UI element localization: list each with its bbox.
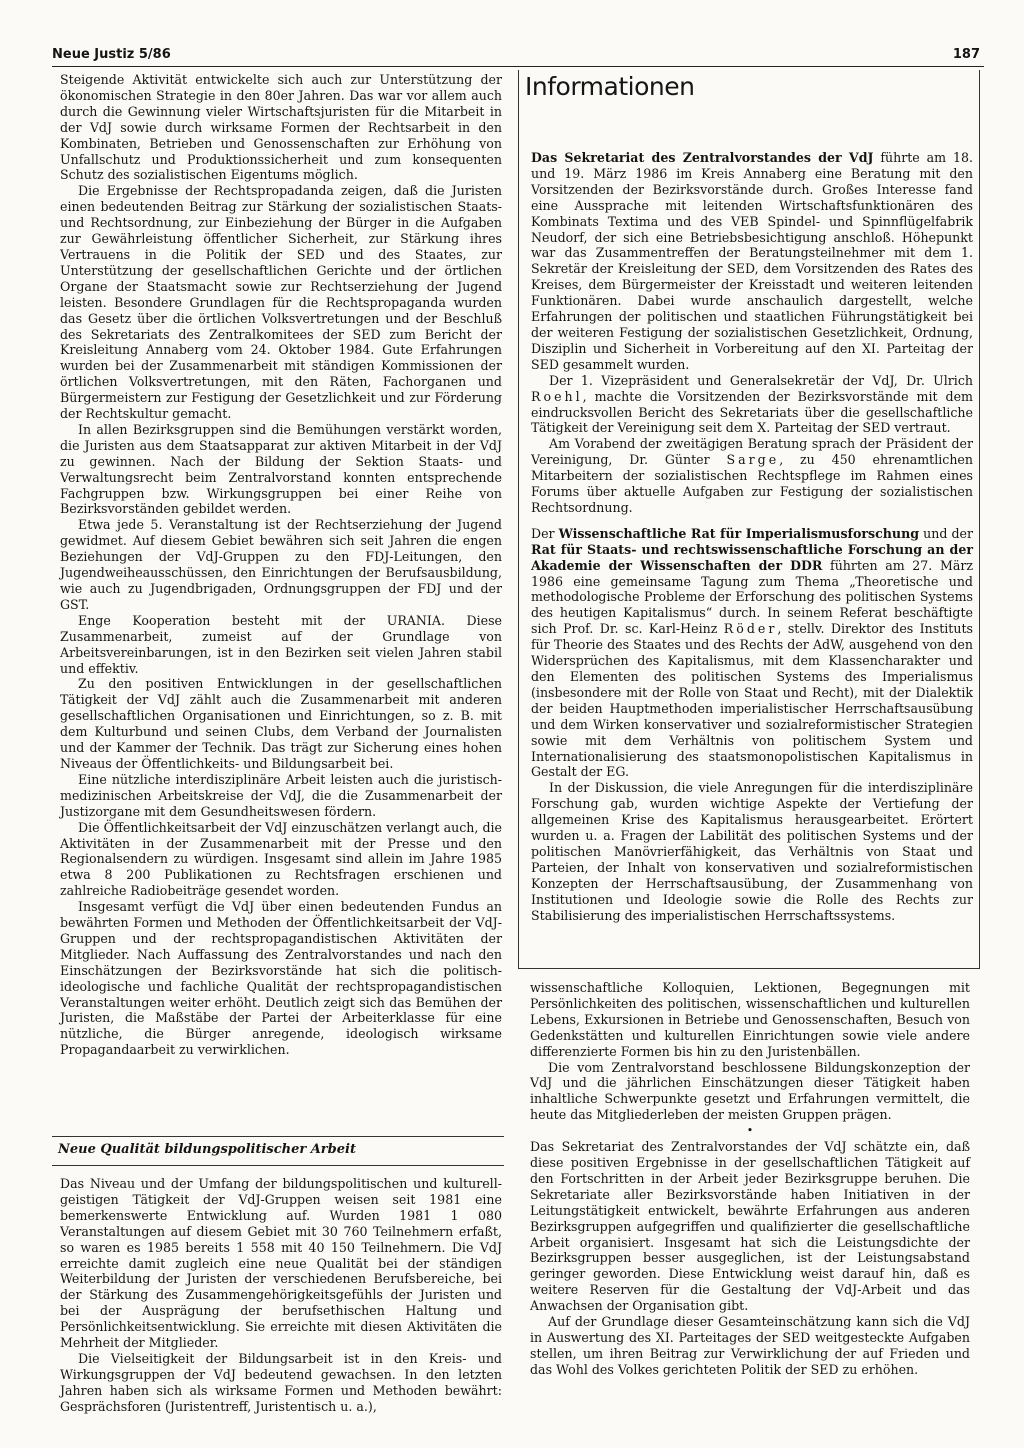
paragraph: Die vom Zentralvorstand beschlossene Bildungskonzeption der VdJ und die jährlichen Einschätzungen dieser Tätigkeit haben inhaltliche Schwerpunkte gesetzt und Erfahrungen vermittelt, die heute das Mitgliederleben der meisten Gruppen prägen. xyxy=(530,1059,970,1123)
running-header xyxy=(52,40,984,67)
informationen-box xyxy=(518,70,980,969)
person-name: Roehl xyxy=(531,388,583,404)
left-column xyxy=(60,72,502,1058)
info-text: führten am 27. März 1986 eine gemeinsame Tagung zum Thema „Theoretische und methodologische Probleme der Erforschung des politischen Systems des heutigen Kapitalismus“ durch. In seinem Referat beschäftigte sich Prof. Dr. sc. Karl-Heinz xyxy=(531,557,973,637)
section-title: Neue Qualität bildungspolitischer Arbeit xyxy=(58,1142,356,1157)
informationen-body xyxy=(531,150,973,924)
info-paragraph xyxy=(531,526,973,781)
info-text: , zu 450 ehrenamtlichen Mitarbeitern der sozialistischen Rechtspflege im Rahmen eines Forums über aktuelle Aufgaben zur Festigung der sozialistischen Rechtsordnung. xyxy=(531,452,973,515)
info-text: führte am 18. und 19. März 1986 im Kreis Annaberg eine Beratung mit den Vorsitzenden der Bezirksvorstände durch. Großes Interesse fand eine Aussprache mit leitenden Wirtschaftsfunktionären des Kombinats Textima und des VEB Spindel- und Spinnflügelfabrik Neudorf, der sich eine Betriebsbesichtigung anschloß. Höhepunkt war das Zusammentreffen der Beratungsteilnehmer mit dem 1. Sekretär der Kreisleitung der SED, dem Vorsitzenden des Rates des Kreises, dem Bürgermeister der Kreisstadt und weiteren leitenden Funktionären. Dabei wurde anschaulich dargestellt, welche Erfahrungen der politischen und staatlichen Führungstätigkeit bei der weiteren Festigung der sozialistischen Gesetzlichkeit, Ordnung, Disziplin und Sicherheit in Vorbereitung auf den XI. Parteitag der SED gesammelt wurden. xyxy=(531,150,973,372)
paragraph: Etwa jede 5. Veranstaltung ist der Rechtserziehung der Jugend gewidmet. Auf diesem Gebiet bewähren sich seit Jahren die engen Beziehungen der VdJ-Gruppen zu den FDJ-Leitungen, den Jugendweiheausschüssen, den Einrichtungen der Berufsausbildung, wie auch zu Jugendbrigaden, Ordnungsgruppen der FDJ und der GST. xyxy=(60,517,502,612)
person-name: Röder xyxy=(723,621,778,637)
paragraph: wissenschaftliche Kolloquien, Lektionen, Begegnungen mit Persönlichkeiten des politischen, wissenschaftlichen und kulturellen Lebens, Exkursionen in Betriebe und Genossenschaften, Besuch von Gedenkstätten und kulturellen Einrichtungen sowie viele andere differenzierte Formen bis hin zu den Juristenbällen. xyxy=(530,980,970,1059)
paragraph: Die Öffentlichkeitsarbeit der VdJ einzuschätzen verlangt auch, die Aktivitäten in der Zusammenarbeit mit der Presse und den Regionalsendern zu würdigen. Insgesamt sind allein im Jahre 1985 etwa 8 200 Publikationen zu Rechtsfragen erschienen und zahlreiche Radiobeiträge gesendet worden. xyxy=(60,819,502,899)
paragraph: Enge Kooperation besteht mit der URANIA. Diese Zusammenarbeit, zumeist auf der Grundlage von Arbeitsvereinbarungen, ist in den Bezirken seit vielen Jahren stabil und effektiv. xyxy=(60,612,502,676)
info-paragraph: In der Diskussion, die viele Anregungen für die interdisziplinäre Forschung gab, wurden wichtige Aspekte der Vertiefung der allgemeinen Krise des Kapitalismus herausgearbeitet. Erörtert wurden u. a. Fragen der Labilität des politischen Systems und der politischen Manövrierfähigkeit, das Verhältnis von Staat und Parteien, der Inhalt von konservativen und sozialreformistischen Konzepten der Herrschaftsausübung, der Zusammenhang von Institutionen und Ideologie sowie die Rolle des Rechts zur Stabilisierung des imperialistischen Herrschaftssystems. xyxy=(531,780,973,923)
paragraph: Das Niveau und der Umfang der bildungspolitischen und kulturell-geistigen Tätigkeit der VdJ-Gruppen weisen seit 1981 eine bemerkenswerte Entwicklung auf. Wurden 1981 1 080 Veranstaltungen auf diesem Gebiet mit 30 760 Teilnehmern erfaßt, so waren es 1985 bereits 1 558 mit 40 150 Teilnehmern. Die VdJ erreichte damit zugleich eine neue Qualität bei der ständigen Weiterbildung der Juristen der verschiedenen Berufsbereiche, bei der Stärkung des Zusammengehörigkeitsgefühls der Juristen und bei der Ausprägung der berufsethischen Haltung und Persönlichkeitsentwicklung. Sie erreichte mit diesen Aktivitäten die Mehrheit der Mitglieder. xyxy=(60,1176,502,1351)
info-text: Am Vorabend der zweitägigen Beratung sprach der Präsident der Vereinigung, Dr. Günter xyxy=(531,436,973,468)
info-text: , stellv. Direktor des Instituts für Theorie des Staates und des Rechts der AdW, ausgehend von den Widersprüchen des Kapitalismus, mit dem Klassencharakter und den Elementen des politischen Systems des Imperialismus (insbesondere mit der Rolle von Staat und Recht), mit der Dialektik der beiden Hauptmethoden imperialistischer Herrschaftsausübung und dem Wirken konservativer und sozialreformistischer Strategien sowie mit dem Verhältnis von politischem System und Internationalisierung des staatsmonopolistischen Kapitalismus in Gestalt der EG. xyxy=(531,621,973,780)
journal-issue: Neue Justiz 5/86 xyxy=(52,47,171,62)
info-bold: Rat für Staats- und rechtswissenschaftliche Forschung an der Akademie der Wissenschaften der DDR xyxy=(531,541,973,573)
paragraph: Insgesamt verfügt die VdJ über einen bedeutenden Fundus an bewährten Formen und Methoden der Öffentlichkeitsarbeit der VdJ-Gruppen und der rechtspropagandistischen Aktivitäten der Mitglieder. Nach Auffassung des Zentralvorstandes und nach den Einschätzungen der Bezirksvorstände hat sich die politisch-ideologische und fachliche Qualität der rechtspropagandistischen Veranstaltungen weiter erhöht. Deutlich zeigt sich das Bemühen der Juristen, die Maßstäbe der Partei der Arbeiterklasse für eine nützliche, die Bürger anregende, ideologisch wirksame Propagandaarbeit zu verwirklichen. xyxy=(60,899,502,1058)
section-heading-box xyxy=(52,1136,504,1166)
info-bold: Wissenschaftliche Rat für Imperialismusforschung xyxy=(558,525,920,541)
info-paragraph xyxy=(531,150,973,373)
right-column xyxy=(530,980,970,1378)
info-text: und der xyxy=(919,525,973,541)
paragraph: In allen Bezirksgruppen sind die Bemühungen verstärkt worden, die Juristen aus dem Staatsapparat zur aktiven Mitarbeit in der VdJ zu gewinnen. Nach der Bildung der Sektion Staats- und Verwaltungsrecht beim Zentralvorstand konnten entsprechende Fachgruppen bzw. Wirkungsgruppen bei einer Reihe von Bezirksvorständen gebildet werden. xyxy=(60,421,502,517)
info-paragraph xyxy=(531,436,973,516)
left-column-lower xyxy=(60,1176,502,1415)
person-name: Sarge xyxy=(726,452,780,468)
info-paragraph xyxy=(531,373,973,437)
separator-dot: • xyxy=(746,1124,754,1138)
info-text: Der xyxy=(531,525,559,541)
paragraph: Steigende Aktivität entwickelte sich auch zur Unterstützung der ökonomischen Strategie in den 80er Jahren. Das war vor allem auch durch die Gewinnung vieler Wirtschaftsjuristen für die Mitarbeit in der VdJ sowie durch wirksame Formen der Rechtsarbeit in den Kombinaten, Betrieben und Genossenschaften zur Erhöhung von Unfallschutz und Produktionssicherheit und zum konsequenten Schutz des sozialistischen Eigentums möglich. xyxy=(60,72,502,183)
paragraph: Die Vielseitigkeit der Bildungsarbeit ist in den Kreis- und Wirkungsgruppen der VdJ bedeutend gewachsen. In den letzten Jahren haben sich als wirksame Formen und Methoden bewährt: Gesprächsforen (Juristentreff, Juristentisch u. a.), xyxy=(60,1350,502,1414)
paragraph: Die Ergebnisse der Rechtspropadanda zeigen, daß die Juristen einen bedeutenden Beitrag zur Stärkung der sozialistischen Staats- und Rechtsordnung, zur Einbeziehung der Bürger in die Aufgaben zur Gewährleistung öffentlicher Sicherheit, zur Stärkung ihres Vertrauens in die Politik der SED und des Staates, zur Unterstützung der gesellschaftlichen Gerichte und der örtlichen Organe der Staatsmacht sowie zur Rechtserziehung der Jugend leisten. Besondere Grundlagen für die Rechtspropaganda wurden das Gesetz über die örtlichen Volksvertretungen und der Beschluß des Sekretariats des Zentralkomitees der SED zum Bericht der Kreisleitung Annaberg vom 24. Oktober 1984. Gute Erfahrungen wurden bei der Zusammenarbeit mit ständigen Kommissionen der örtlichen Volksvertretungen, mit den Räten, Fachorganen und Bürgermeistern zur Festigung der Gesetzlichkeit und zur Förderung der Rechtskultur gemacht. xyxy=(60,183,502,422)
paragraph: Zu den positiven Entwicklungen in der gesellschaftlichen Tätigkeit der VdJ zählt auch die Zusammenarbeit mit anderen gesellschaftlichen Organisationen und Einrichtungen, so z. B. mit dem Kulturbund und seinen Clubs, dem Verband der Journalisten und der Kammer der Technik. Das trägt zur Sicherung eines hohen Niveaus der Öffentlichkeits- und Bildungsarbeit bei. xyxy=(60,676,502,771)
informationen-title: Informationen xyxy=(525,72,695,101)
paragraph: Auf der Grundlage dieser Gesamteinschätzung kann sich die VdJ in Auswertung des XI. Parteitages der SED weitgesteckte Aufgaben stellen, um ihren Beitrag zur Verwirklichung der auf Frieden und das Wohl des Volkes gerichteten Politik der SED zu erhöhen. xyxy=(530,1314,970,1377)
paragraph: Eine nützliche interdisziplinäre Arbeit leisten auch die juristisch-medizinischen Arbeitskreise der VdJ, die die Zusammenarbeit der Justizorgane mit dem Gesundheitswesen fördern. xyxy=(60,771,502,819)
info-bold: Das Sekretariat des Zentralvorstandes der VdJ xyxy=(531,150,874,165)
info-text: , machte die Vorsitzenden der Bezirksvorstände mit dem eindrucksvollen Bericht des Sekretariats über die gesellschaftliche Tätigkeit der Vereinigung seit dem X. Parteitag der SED vertraut. xyxy=(531,388,973,436)
page xyxy=(52,40,984,1420)
info-text: Der 1. Vizepräsident und Generalsekretär der VdJ, Dr. Ulrich xyxy=(549,372,973,388)
paragraph: Das Sekretariat des Zentralvorstandes der VdJ schätzte ein, daß diese positiven Ergebnisse in der gesellschaftlichen Tätigkeit auf den Fortschritten in der Arbeit jeder Bezirksgruppe beruhen. Die Sekretariate aller Bezirksvorstände haben Initiativen in der Leitungstätigkeit entwickelt, bewährte Erfahrungen aus anderen Bezirksgruppen aufgegriffen und qualifizierter die gesellschaftliche Arbeit organisiert. Insgesamt hat sich die Leistungsdichte der Bezirksgruppen besser ausgeglichen, ist der Leistungsabstand geringer geworden. Diese Entwicklung weist darauf hin, daß es weitere Reserven für die Gestaltung der VdJ-Arbeit und das Anwachsen der Organisation gibt. xyxy=(530,1139,970,1314)
page-number: 187 xyxy=(952,47,980,62)
